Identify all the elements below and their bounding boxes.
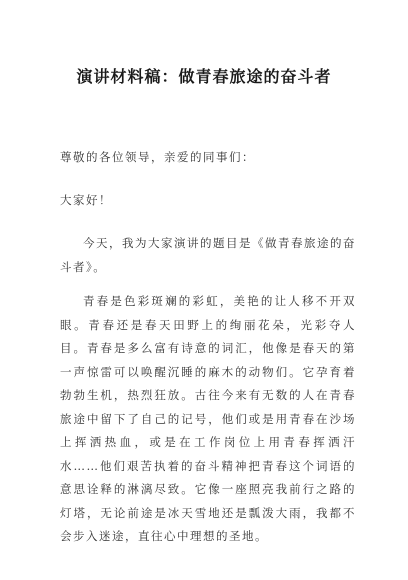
salutation: 尊敬的各位领导，亲爱的同事们： (60, 150, 255, 164)
greeting: 大家好！ (60, 193, 112, 207)
paragraph-intro: 今天，我为大家演讲的题目是《做青春旅途的奋斗者》。 (60, 236, 356, 274)
paragraph-body: 青春是色彩斑斓的彩虹，美艳的让人移不开双眼。青春还是春天田野上的绚丽花朵，光彩夺人目。青春是多么富有诗意的词汇，他像是春天的第一声惊雷可以唤醒沉睡的麻木的动物们。它孕育着勃勃生机，热烈狂放。古往今来有无数的人在青春旅途中留下了自己的记号，他们或是用青春在沙场上挥洒热血，或是在工作岗位上用青春挥洒汗水……他们艰苦执着的奋斗精神把青春这个词语的意思诠释的淋漓尽致。它像一座照亮我前行之路的灯塔，无论前途是冰天雪地还是瓢泼大雨，我都不会步入迷途，直往心中理想的圣地。 (60, 294, 356, 543)
document-title: 演讲材料稿：做青春旅途的奋斗者 (76, 67, 332, 86)
